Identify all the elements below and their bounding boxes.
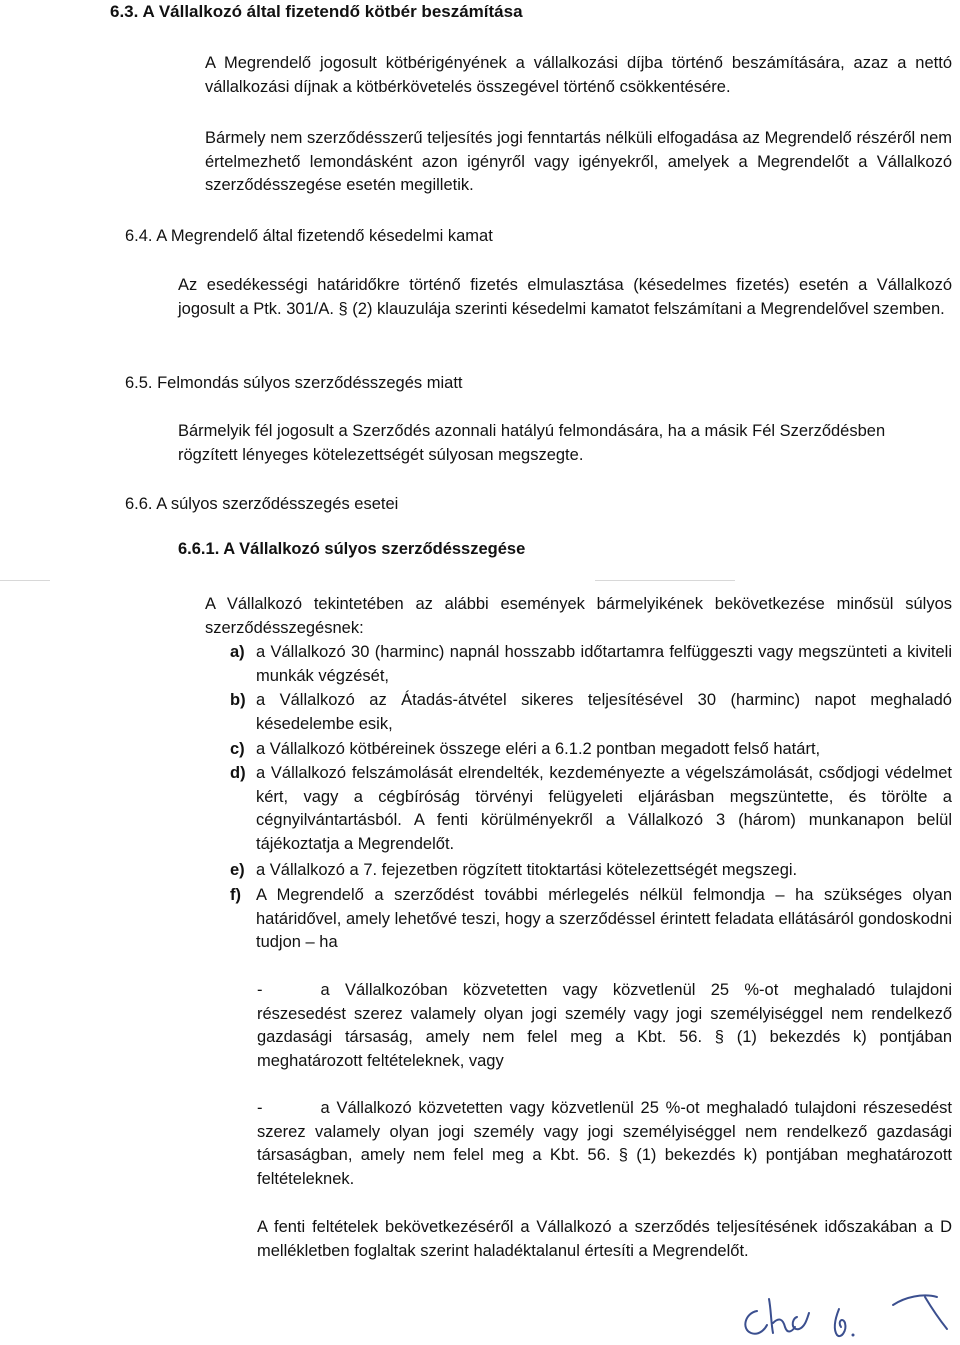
dash-item-1: [257, 979, 952, 1073]
list-label: d): [230, 764, 246, 782]
list-text: a Vállalkozó felszámolását elrendelték, kezdeményezte a végelszámolását, csődjogi védelmet kért, vagy a cégbíróság törvényi felügyeleti eljárásban megszüntette, és törölte a cégnyilvántartásból. A fenti körülményekről a Vállalkozó 3 (három) munkanapon belül tájékoztatja a Megrendelőt.: [256, 764, 952, 853]
list-label: b): [230, 691, 246, 709]
section-6-6-1-intro: A Vállalkozó tekintetében az alábbi események bármelyikének bekövetkezése minősül súlyos szerződésszegésnek:: [205, 595, 952, 637]
list-item-c: [230, 738, 952, 762]
scan-line-left: [0, 580, 50, 581]
section-6-4-paragraph: Az esedékességi határidőkre történő fizetés elmulasztása (késedelmes fizetés) esetén a Vállalkozó jogosult a Ptk. 301/A. § (2) klauzulája szerinti késedelmi kamatot felszámítani a Megrendelővel szemben.: [178, 276, 952, 318]
list-label: a): [230, 643, 245, 661]
dash-text: - a Vállalkozóban közvetetten vagy közvetlenül 25 %-ot meghaladó tulajdoni részesedést szerez valamely olyan jogi személy vagy jogi személyiséggel nem rendelkező gazdasági társaság, amely nem felel meg a Kbt. 56. § (1) bekezdés k) pontjában meghatározott feltételeknek, vagy: [257, 981, 952, 1070]
list-item-a: [230, 641, 952, 688]
list-text: a Vállalkozó a 7. fejezetben rögzített titoktartási kötelezettségét megszegi.: [256, 861, 798, 879]
dash-text: - a Vállalkozó közvetetten vagy közvetlenül 25 %-ot meghaladó tulajdoni részesedést szerez valamely olyan jogi személy vagy jogi személyiséggel nem rendelkező gazdasági társaságban, amely nem felel meg a Kbt. 56. § (1) bekezdés k) pontjában meghatározott feltételeknek.: [257, 1099, 952, 1188]
signature-initials: [735, 1283, 960, 1345]
section-6-3-paragraph-2: Bármely nem szerződésszerű teljesítés jogi fenntartás nélküli elfogadása az Megrendelő részéről nem értelmezhető lemondásként azon igényről vagy igényekről, amelyek a Megrendelőt a Vállalkozó szerződésszegése esetén megilletik.: [205, 129, 952, 194]
section-6-5-heading: 6.5. Felmondás súlyos szerződésszegés miatt: [125, 374, 463, 392]
list-text: a Vállalkozó 30 (harminc) napnál hosszabb időtartamra felfüggeszti vagy megszünteti a kiviteli munkák végzését,: [256, 643, 952, 685]
section-6-3-heading: 6.3. A Vállalkozó által fizetendő kötbér beszámítása: [110, 2, 523, 21]
dash-mark: -: [257, 1099, 263, 1117]
closing-paragraph: A fenti feltételek bekövetkezéséről a Vállalkozó a szerződés teljesítésének időszakában a D mellékletben foglaltak szerint haladéktalanul értesíti a Megrendelőt.: [257, 1218, 952, 1260]
list-text: a Vállalkozó az Átadás-átvétel sikeres teljesítésével 30 (harminc) napot meghaladó késedelembe esik,: [256, 691, 952, 733]
section-6-3-paragraph-1: A Megrendelő jogosult kötbérigényének a vállalkozási díjba történő beszámítására, azaz a nettó vállalkozási díjnak a kötbérkövetelés összegével történő csökkentésére.: [205, 54, 952, 96]
dash-mark: -: [257, 981, 263, 999]
list-label: c): [230, 740, 245, 758]
list-item-f: [230, 884, 952, 955]
dash-item-2: [257, 1097, 952, 1191]
list-label: e): [230, 861, 245, 879]
list-item-e: [230, 859, 952, 883]
list-item-b: [230, 689, 952, 736]
list-label: f): [230, 886, 241, 904]
list-item-d: [230, 762, 952, 856]
list-text: a Vállalkozó kötbéreinek összege eléri a 6.1.2 pontban megadott felső határt,: [256, 740, 821, 758]
section-6-6-1-heading: 6.6.1. A Vállalkozó súlyos szerződésszegése: [178, 540, 526, 558]
section-6-6-heading: 6.6. A súlyos szerződésszegés esetei: [125, 495, 399, 513]
section-6-5-paragraph: Bármelyik fél jogosult a Szerződés azonnali hatályú felmondására, ha a másik Fél Szerződésben rögzített lényeges kötelezettségét súlyosan megszegte.: [178, 422, 886, 464]
section-6-4-heading: 6.4. A Megrendelő által fizetendő késedelmi kamat: [125, 227, 493, 245]
scan-line-right: [595, 580, 735, 581]
list-text: A Megrendelő a szerződést további mérlegelés nélkül felmondja – ha szükséges olyan határidővel, amely lehetővé teszi, hogy a szerződéssel érintett feladata ellátásáról gondoskodni tudjon – ha: [256, 886, 952, 951]
